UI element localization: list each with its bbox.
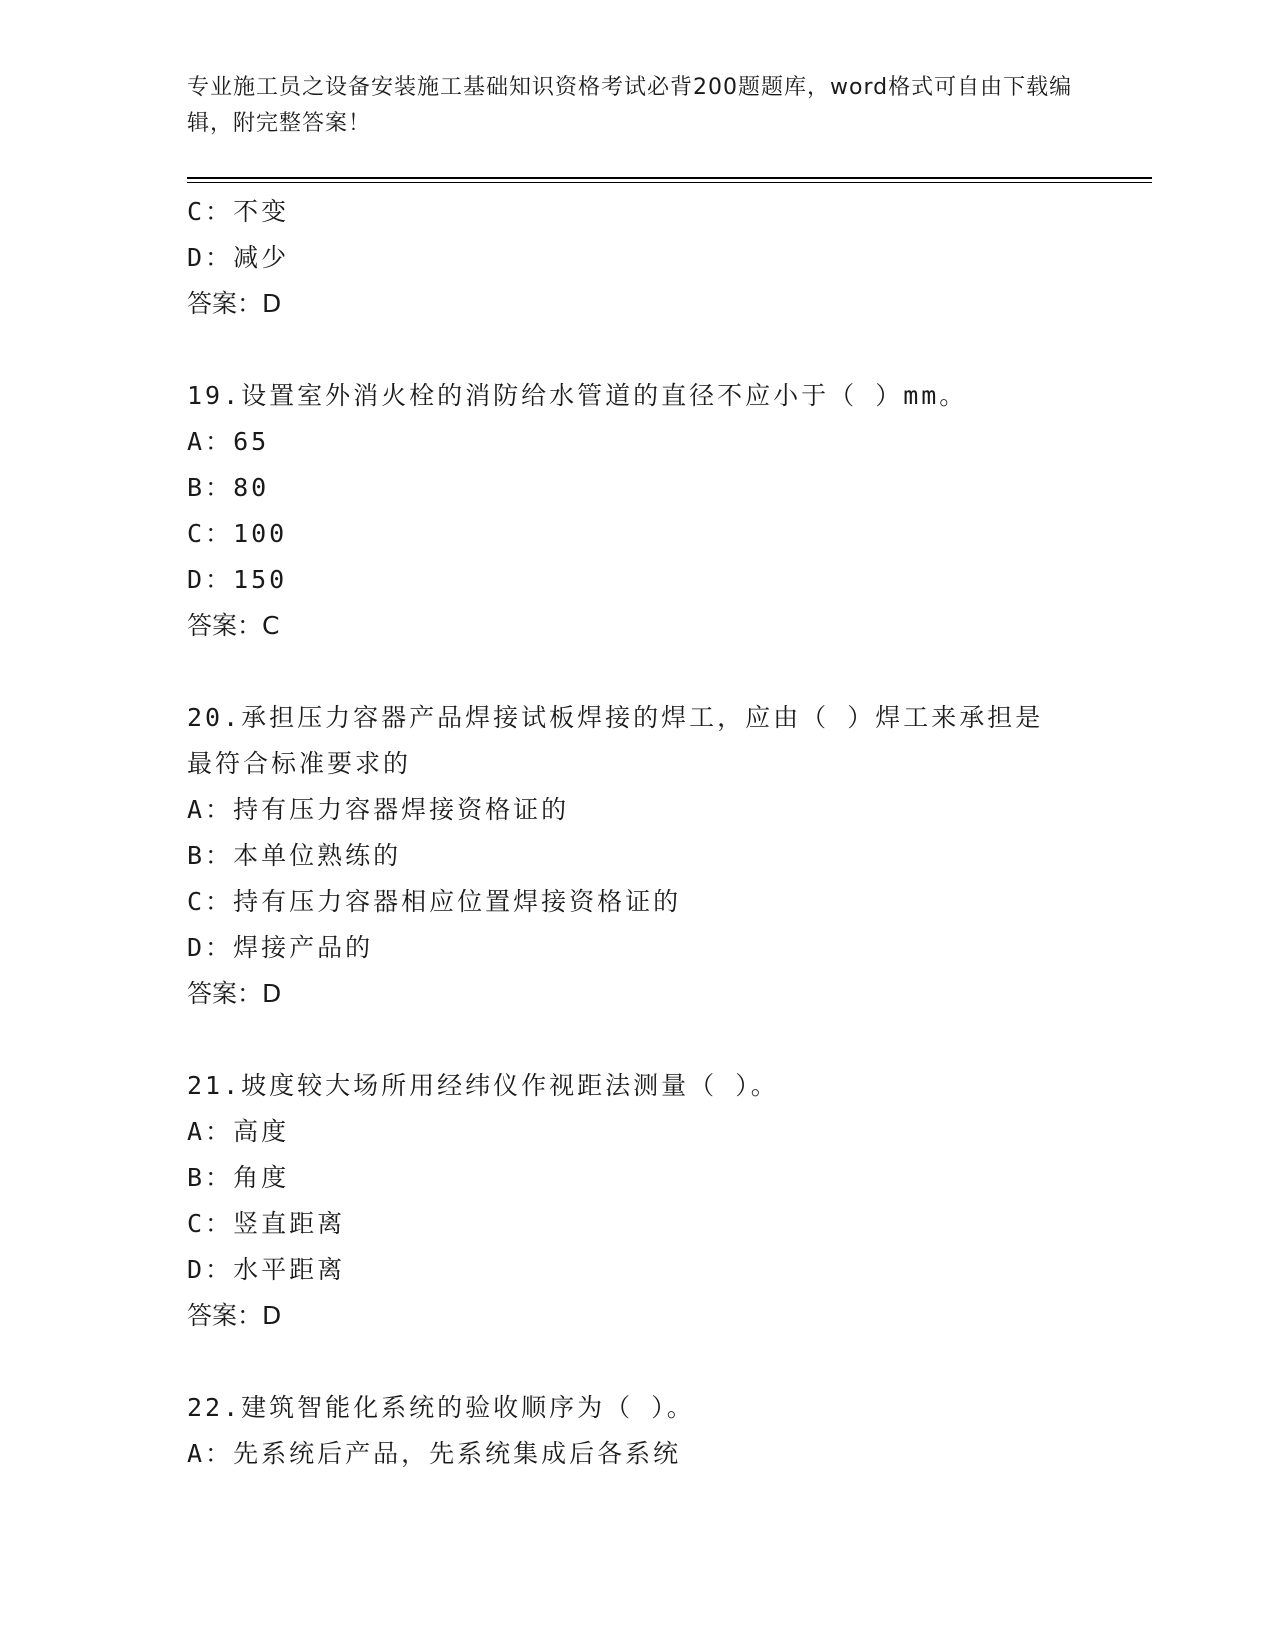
option-text: 80 (233, 473, 270, 502)
option-d (187, 1247, 1117, 1293)
option-letter: A： (187, 795, 234, 824)
option-text: 高度 (233, 1117, 290, 1146)
option-text: 先系统后产品，先系统集成后各系统 (233, 1439, 682, 1468)
document-body (187, 189, 1117, 1477)
question-stem: 21.坡度较大场所用经纬仪作视距法测量（ ）。 (187, 1071, 779, 1100)
option-a (187, 1109, 1117, 1155)
option-letter: B： (187, 473, 234, 502)
question-18-tail (187, 189, 1117, 327)
option-text: 持有压力容器焊接资格证的 (233, 795, 570, 824)
option-c (187, 1201, 1117, 1247)
question-stem-line-2: 最符合标准要求的 (187, 749, 412, 778)
answer-line: 答案：C (187, 611, 280, 640)
document-header: 专业施工员之设备安装施工基础知识资格考试必背200题题库，word格式可自由下载编辑，附完整答案！ (187, 75, 1073, 136)
option-letter: C： (187, 197, 234, 226)
option-text: 65 (233, 427, 270, 456)
answer-line: 答案：D (187, 979, 282, 1008)
option-text: 减少 (233, 243, 290, 272)
header-rule-thin (187, 182, 1152, 183)
spacer (187, 1017, 1117, 1063)
option-b (187, 465, 1117, 511)
option-letter: C： (187, 887, 234, 916)
question-22 (187, 1385, 1117, 1477)
spacer (187, 327, 1117, 373)
option-letter: A： (187, 1117, 234, 1146)
option-letter: B： (187, 1163, 234, 1192)
question-stem: 22.建筑智能化系统的验收顺序为（ ）。 (187, 1393, 695, 1422)
option-a (187, 419, 1117, 465)
option-d (187, 557, 1117, 603)
option-text: 100 (233, 519, 288, 548)
option-text: 焊接产品的 (233, 933, 374, 962)
option-letter: B： (187, 841, 234, 870)
question-21 (187, 1063, 1117, 1339)
option-text: 本单位熟练的 (233, 841, 402, 870)
option-c (187, 511, 1117, 557)
option-text: 角度 (233, 1163, 290, 1192)
option-letter: C： (187, 519, 234, 548)
question-stem-line-1: 20.承担压力容器产品焊接试板焊接的焊工，应由（ ）焊工来承担是 (187, 703, 1044, 732)
option-d (187, 235, 1117, 281)
spacer (187, 1339, 1117, 1385)
option-text: 竖直距离 (233, 1209, 346, 1238)
option-c (187, 879, 1117, 925)
option-letter: D： (187, 243, 234, 272)
question-19 (187, 373, 1117, 649)
option-text: 150 (233, 565, 288, 594)
option-letter: D： (187, 565, 234, 594)
question-stem: 19.设置室外消火栓的消防给水管道的直径不应小于（ ）mm。 (187, 381, 968, 410)
option-text: 持有压力容器相应位置焊接资格证的 (233, 887, 682, 916)
option-letter: A： (187, 427, 234, 456)
option-letter: A： (187, 1439, 234, 1468)
answer-line: 答案：D (187, 289, 282, 318)
option-text: 不变 (233, 197, 290, 226)
option-b (187, 1155, 1117, 1201)
option-d (187, 925, 1117, 971)
option-a (187, 1431, 1117, 1477)
answer-line: 答案：D (187, 1301, 282, 1330)
option-letter: D： (187, 1255, 234, 1284)
spacer (187, 649, 1117, 695)
header-rule-thick (187, 177, 1152, 179)
option-text: 水平距离 (233, 1255, 346, 1284)
option-c (187, 189, 1117, 235)
option-letter: D： (187, 933, 234, 962)
option-letter: C： (187, 1209, 234, 1238)
option-a (187, 787, 1117, 833)
option-b (187, 833, 1117, 879)
question-20 (187, 695, 1117, 1017)
